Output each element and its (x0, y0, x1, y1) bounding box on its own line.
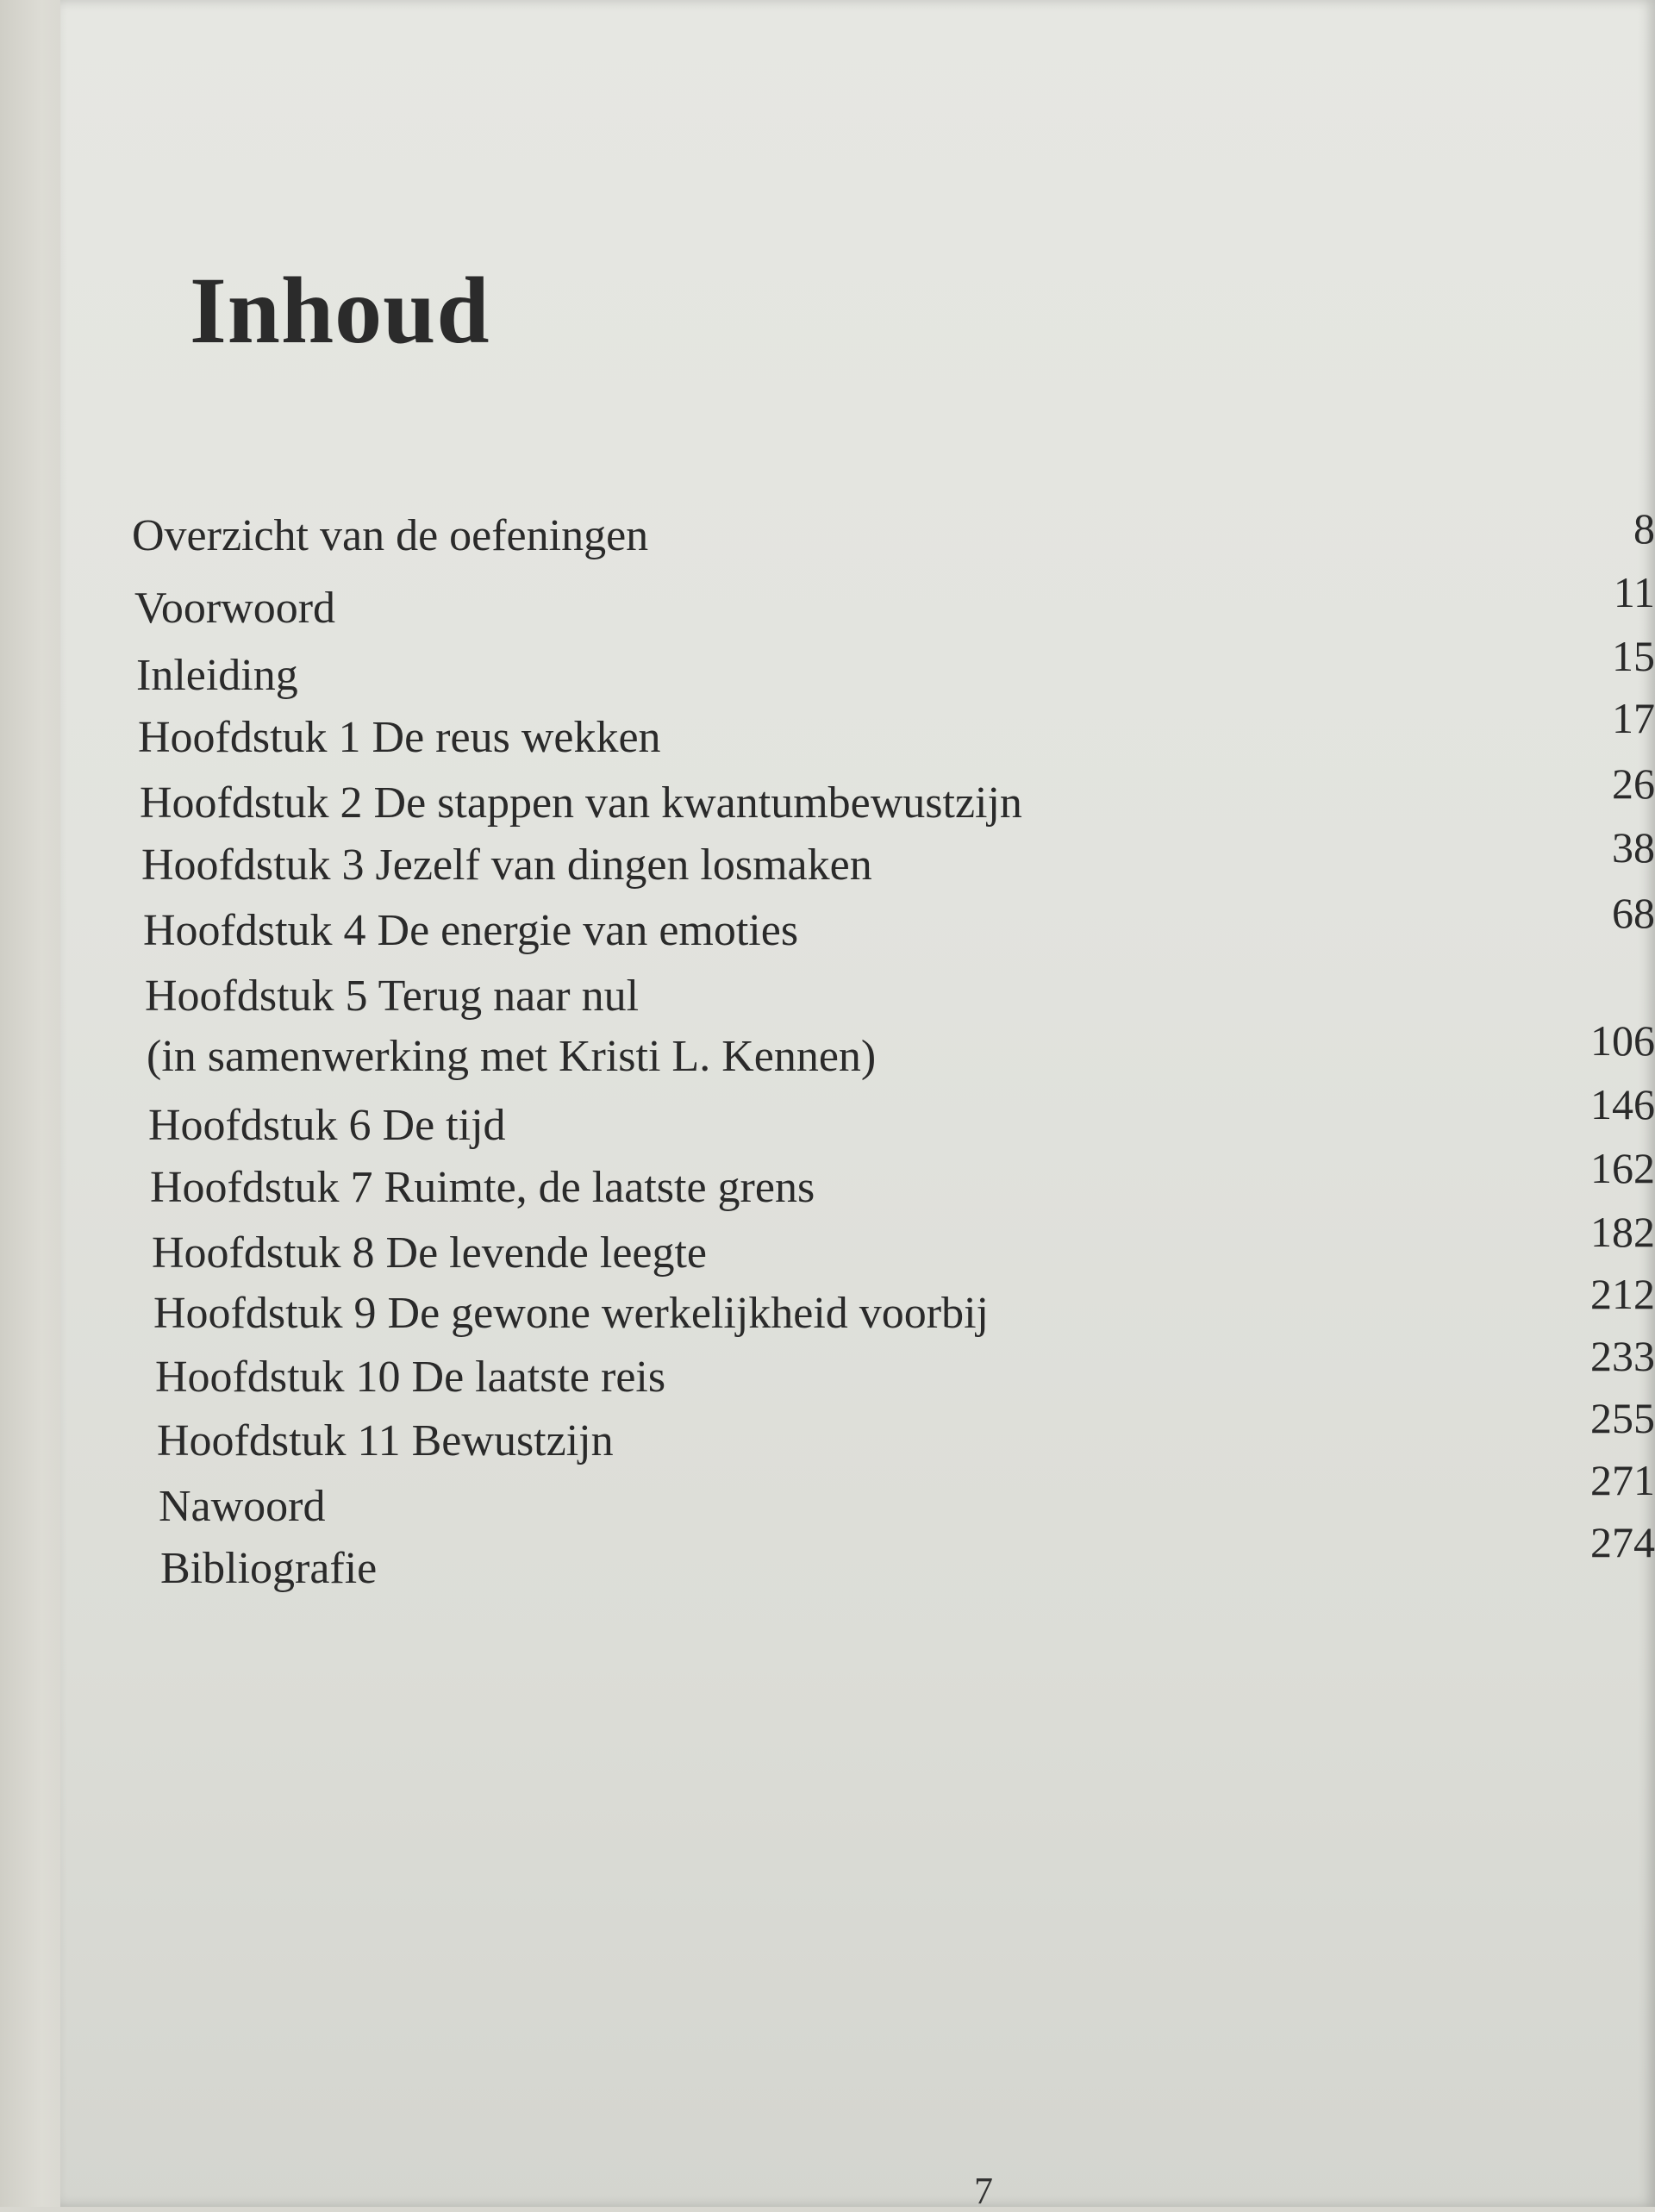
toc-entry-label: Hoofdstuk 6 De tijd (148, 1101, 506, 1150)
page-number: 7 (974, 2170, 993, 2212)
toc-entry-page: 26 (1612, 759, 1655, 808)
toc-entry-page: 182 (1590, 1208, 1655, 1256)
toc-entry-label: Hoofdstuk 2 De stappen van kwantumbewustzijn (140, 778, 1022, 828)
toc-entry-page: 11 (1613, 568, 1655, 616)
toc-entry-label: Voorwoord (134, 584, 336, 633)
toc-entry-page: 68 (1612, 889, 1655, 937)
toc-entry-label: Hoofdstuk 8 De levende leegte (152, 1228, 708, 1278)
toc-entry-label: Overzicht van de oefeningen (132, 511, 649, 560)
toc-entry-page: 233 (1590, 1332, 1655, 1380)
toc-entry-label: (in samenwerking met Kristi L. Kennen) (147, 1032, 877, 1081)
toc-entry-label: Nawoord (159, 1482, 326, 1531)
toc-entry-page: 162 (1590, 1144, 1655, 1192)
toc-entry-label: Hoofdstuk 5 Terug naar nul (145, 972, 640, 1021)
toc-entry-page: 274 (1590, 1518, 1655, 1566)
toc-entry-label: Hoofdstuk 9 De gewone werkelijkheid voorbij (153, 1289, 990, 1338)
book-page (60, 0, 1655, 2212)
toc-entry-page: 255 (1590, 1394, 1655, 1442)
toc-entry-page: 146 (1590, 1080, 1655, 1128)
toc-entry-page: 17 (1612, 694, 1655, 742)
book-spine-shadow (0, 0, 69, 2207)
toc-entry-label: Inleiding (136, 651, 298, 700)
toc-entry-page: 8 (1633, 504, 1655, 553)
toc-entry-page: 212 (1590, 1270, 1655, 1318)
toc-entry-label: Hoofdstuk 7 Ruimte, de laatste grens (150, 1163, 815, 1212)
toc-entry-label: Hoofdstuk 10 De laatste reis (155, 1353, 666, 1402)
toc-entry-page: 271 (1590, 1456, 1655, 1504)
toc-entry-page: 106 (1590, 1016, 1655, 1065)
page-title: Inhoud (190, 258, 490, 363)
toc-entry-page: 38 (1612, 823, 1655, 872)
toc-entry-label: Hoofdstuk 4 De energie van emoties (143, 906, 799, 955)
toc-entry-page: 15 (1612, 632, 1655, 680)
toc-entry-label: Hoofdstuk 3 Jezelf van dingen losmaken (141, 840, 872, 890)
toc-entry-label: Hoofdstuk 11 Bewustzijn (157, 1416, 614, 1465)
toc-entry-label: Hoofdstuk 1 De reus wekken (138, 713, 661, 762)
toc-entry-label: Bibliografie (160, 1544, 378, 1593)
